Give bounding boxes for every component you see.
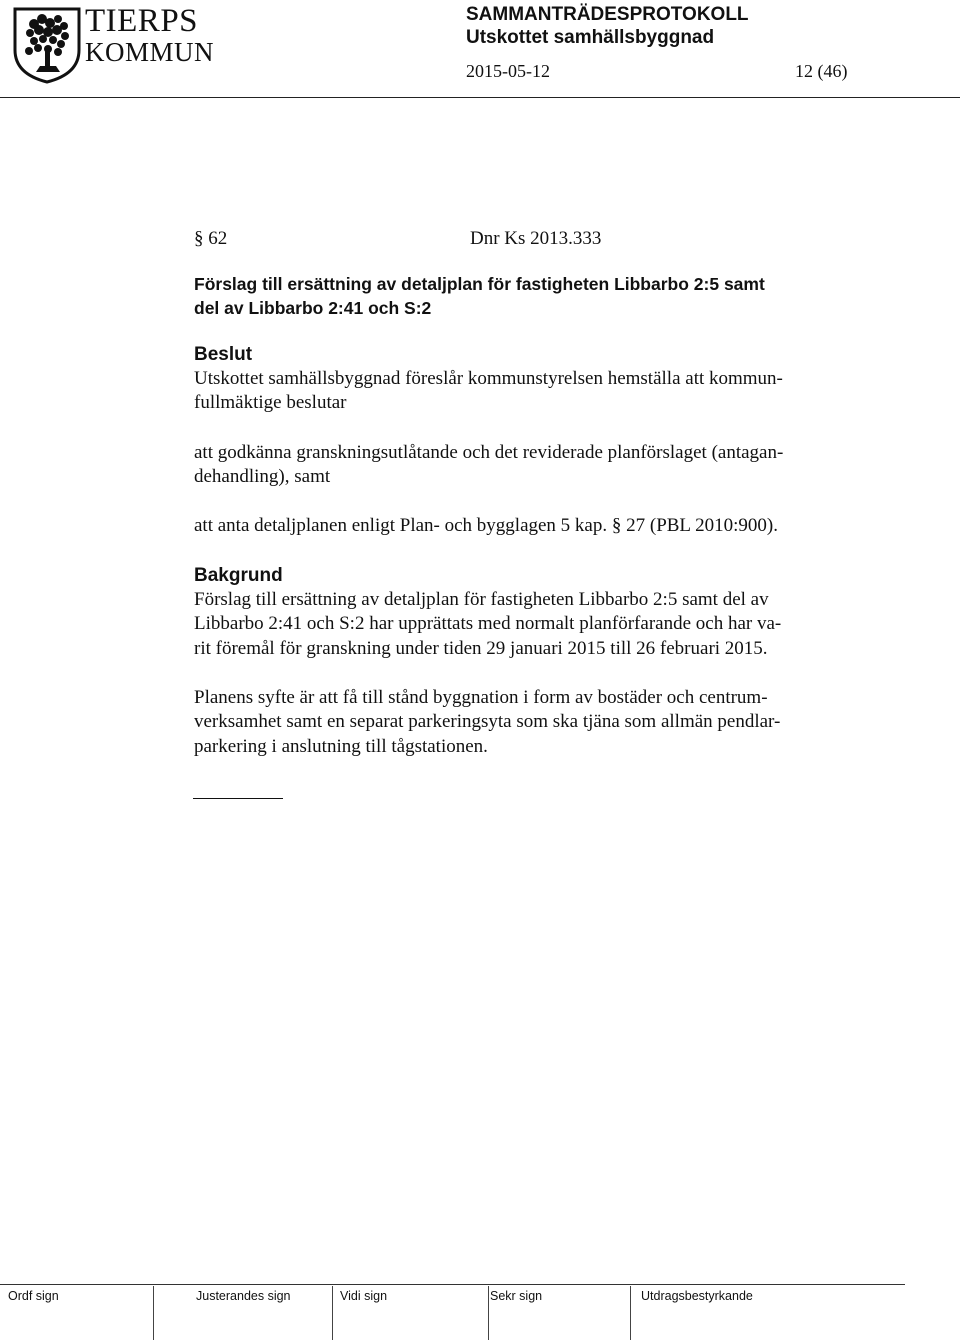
decision-point-2	[194, 514, 874, 538]
background-heading: Bakgrund	[194, 565, 283, 586]
signature-box-adjuster	[196, 1286, 333, 1340]
text-line: Utskottet samhällsbyggnad föreslår kommunstyrelsen hemställa att kommun-	[194, 368, 783, 389]
logo-wordmark-line1: TIERPS	[85, 3, 199, 39]
meeting-date: 2015-05-12	[466, 61, 550, 81]
text-line: Planens syfte är att få till stånd byggnation i form av bostäder och centrum-	[194, 687, 768, 708]
signature-label: Justerandes sign	[196, 1289, 291, 1303]
page-number: 12 (46)	[795, 61, 848, 81]
text-line: dehandling), samt	[194, 466, 331, 488]
committee-name: Utskottet samhällsbyggnad	[466, 27, 715, 48]
section-number: § 62	[194, 228, 228, 249]
signature-box-extract-certifier	[641, 1286, 791, 1340]
municipality-coat-of-arms-icon	[12, 6, 82, 84]
text-line: verksamhet samt en separat parkeringsyta som ska tjäna som allmän pendlar-	[194, 711, 781, 733]
text-line: fullmäktige beslutar	[194, 392, 347, 414]
signature-label: Sekr sign	[490, 1289, 543, 1303]
background-paragraph-2	[194, 686, 874, 759]
signature-label: Ordf sign	[8, 1289, 59, 1303]
decision-point-1	[194, 441, 874, 490]
signature-label: Vidi sign	[340, 1289, 388, 1303]
item-title-line: del av Libbarbo 2:41 och S:2	[194, 298, 432, 318]
text-line: att godkänna granskningsutlåtande och det reviderade planförslaget (antagan-	[194, 442, 784, 463]
logo-wordmark-line2: KOMMUN	[85, 37, 215, 67]
footer-divider	[0, 1284, 905, 1285]
text-line: Förslag till ersättning av detaljplan för fastigheten Libbarbo 2:5 samt del av	[194, 589, 769, 610]
document-type: SAMMANTRÄDESPROTOKOLL	[466, 4, 749, 25]
text-line: att anta detaljplanen enligt Plan- och bygglagen 5 kap. § 27 (PBL 2010:900).	[194, 515, 778, 536]
text-line: parkering i anslutning till tågstationen.	[194, 735, 488, 757]
text-line: rit föremål för granskning under tiden 29 januari 2015 till 26 februari 2015.	[194, 637, 768, 659]
background-section	[194, 564, 874, 661]
header-divider	[0, 97, 960, 98]
end-of-section-rule	[193, 798, 283, 799]
diary-number: Dnr Ks 2013.333	[470, 228, 602, 249]
signature-box-chair	[8, 1286, 154, 1340]
signature-box-vidi	[340, 1286, 489, 1340]
item-title	[194, 272, 854, 320]
decision-heading: Beslut	[194, 344, 253, 365]
signature-box-secretary	[490, 1286, 631, 1340]
decision-section	[194, 343, 874, 416]
item-title-line: Förslag till ersättning av detaljplan för fastigheten Libbarbo 2:5 samt	[194, 274, 765, 294]
signature-label: Utdragsbestyrkande	[641, 1289, 753, 1303]
text-line: Libbarbo 2:41 och S:2 har upprättats med normalt planförfarande och har va-	[194, 613, 782, 635]
